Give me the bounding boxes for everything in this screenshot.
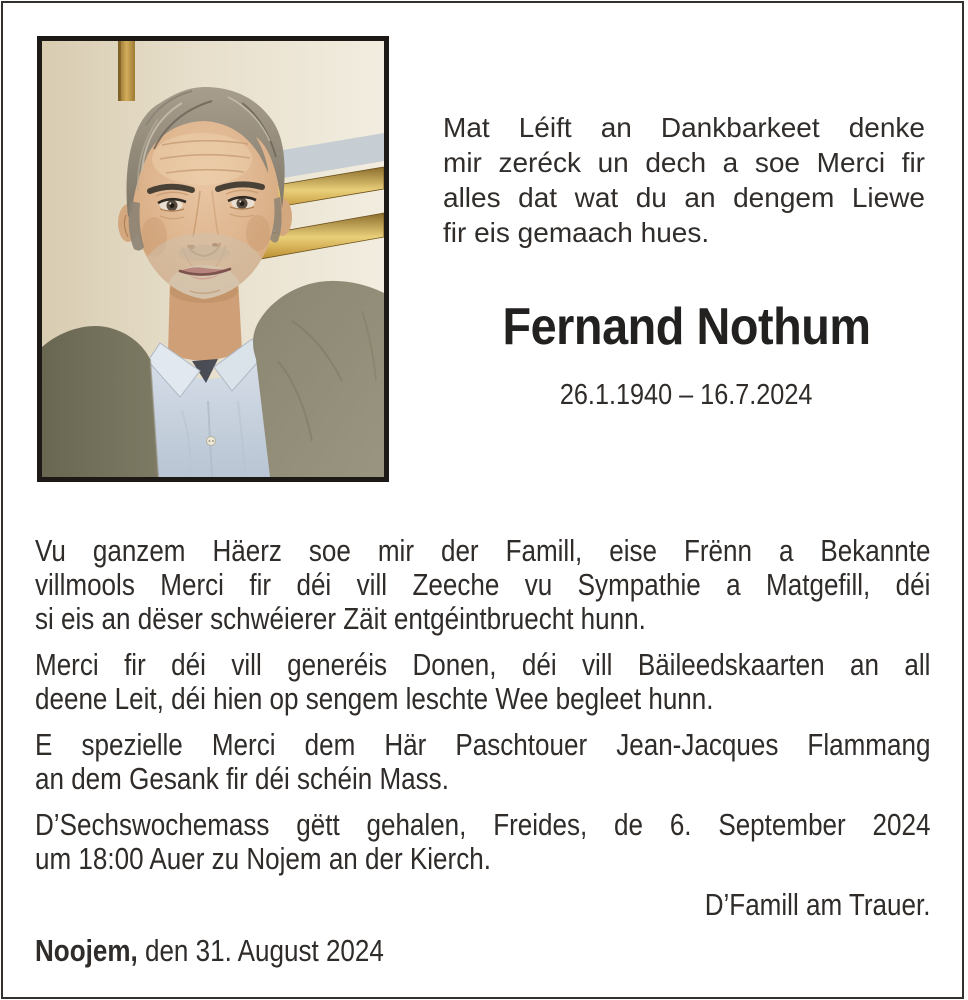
body-line: Vu ganzem Häerz soe mir der Famill, eise Frënn a Bekannte	[35, 533, 931, 568]
body-line: D’Sechswochemass gëtt gehalen, Freides, de 6. September 2024	[35, 807, 931, 842]
dateline	[35, 934, 930, 968]
portrait-photo	[37, 36, 389, 482]
shirt-button	[207, 437, 216, 446]
intro-line: Mat Léift an Dankbarkeet denke	[443, 112, 925, 143]
life-dates-text: 26.1.1940 – 16.7.2024	[560, 379, 813, 411]
body-line: an dem Gesank fir déi schéin Mass.	[35, 761, 449, 796]
paragraph-mass-announcement	[35, 808, 930, 876]
body-line: E spezielle Merci dem Här Paschtouer Jean-Jacques Flammang	[35, 727, 931, 762]
dateline-place: Noojem,	[35, 933, 138, 968]
dateline-date: den 31. August 2024	[137, 933, 384, 968]
body-line: deene Leit, déi hien op sengem leschte Wee begleet hunn.	[35, 681, 714, 716]
closing-family	[35, 888, 930, 922]
deceased-name	[387, 297, 968, 357]
portrait-illustration	[42, 41, 384, 477]
body-line: um 18:00 Auer zu Nojem an der Kierch.	[35, 841, 491, 876]
paragraph-thanks-family	[35, 534, 930, 636]
intro-text	[443, 110, 925, 250]
body-text	[35, 534, 930, 980]
intro-line: fir eis gemaach hues.	[443, 217, 710, 248]
body-line: Merci fir déi vill generéis Donen, déi vill Bäileedskaarten an all	[35, 647, 931, 682]
intro-line: alles dat wat du an dengem Liewe	[443, 182, 925, 213]
deceased-name-text: Fernand Nothum	[502, 298, 871, 356]
body-line: villmools Merci fir déi vill Zeeche vu Sympathie a Matgefill, déi	[35, 567, 931, 602]
paragraph-thanks-priest	[35, 728, 930, 796]
body-line: si eis an dëser schwéierer Zäit entgéintbruecht hunn.	[35, 601, 646, 636]
paragraph-thanks-donations	[35, 648, 930, 716]
closing-family-text: D’Famill am Trauer.	[704, 887, 931, 922]
intro-line: mir zeréck un dech a soe Merci fir	[443, 147, 925, 178]
life-dates	[387, 379, 968, 412]
